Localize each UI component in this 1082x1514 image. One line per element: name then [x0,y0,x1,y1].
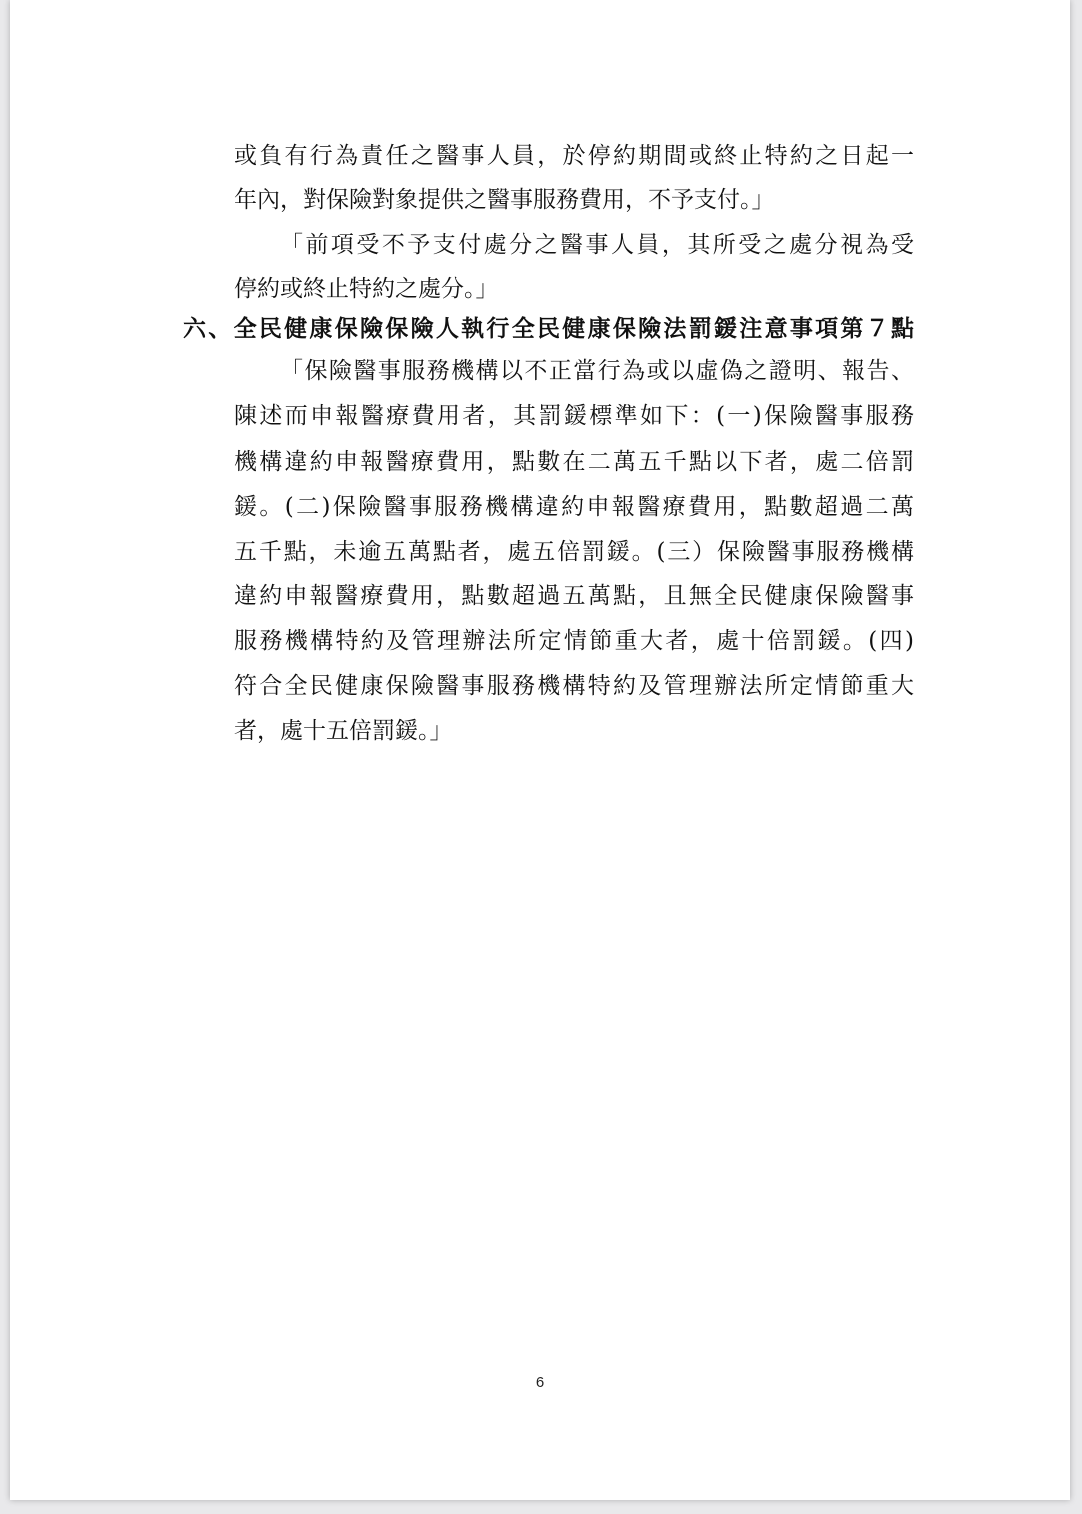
paragraph-line: 鍰。(二)保險醫事服務機構違約申報醫療費用，點數超過二萬 [234,494,914,520]
document-page [10,0,1070,1500]
paragraph-line: 服務機構特約及管理辦法所定情節重大者，處十倍罰鍰。(四) [234,628,914,654]
paragraph-line: 陳述而申報醫療費用者，其罰鍰標準如下：(一)保險醫事服務 [234,403,914,429]
paragraph-line: 者，處十五倍罰鍰。」 [234,718,453,744]
paragraph-line: 違約申報醫療費用，點數超過五萬點，且無全民健康保險醫事 [234,583,914,609]
paragraph-line: 符合全民健康保險醫事服務機構特約及管理辦法所定情節重大 [234,673,914,699]
paragraph-line: 停約或終止特約之處分。」 [234,276,499,302]
paragraph-line: 五千點，未逾五萬點者，處五倍罰鍰。(三）保險醫事服務機構 [234,539,914,565]
paragraph-line: 年內，對保險對象提供之醫事服務費用，不予支付。」 [234,187,775,213]
paragraph-line: 或負有行為責任之醫事人員，於停約期間或終止特約之日起一 [234,143,914,169]
page-number: 6 [535,1374,545,1391]
paragraph-line: 機構違約申報醫療費用，點數在二萬五千點以下者，處二倍罰 [234,449,914,475]
section-heading: 六、全民健康保險保險人執行全民健康保險法罰鍰注意事項第７點 [183,315,914,342]
paragraph-line: 「保險醫事服務機構以不正當行為或以虛偽之證明、報告、 [280,358,914,384]
paragraph-line: 「前項受不予支付處分之醫事人員，其所受之處分視為受 [280,232,914,258]
